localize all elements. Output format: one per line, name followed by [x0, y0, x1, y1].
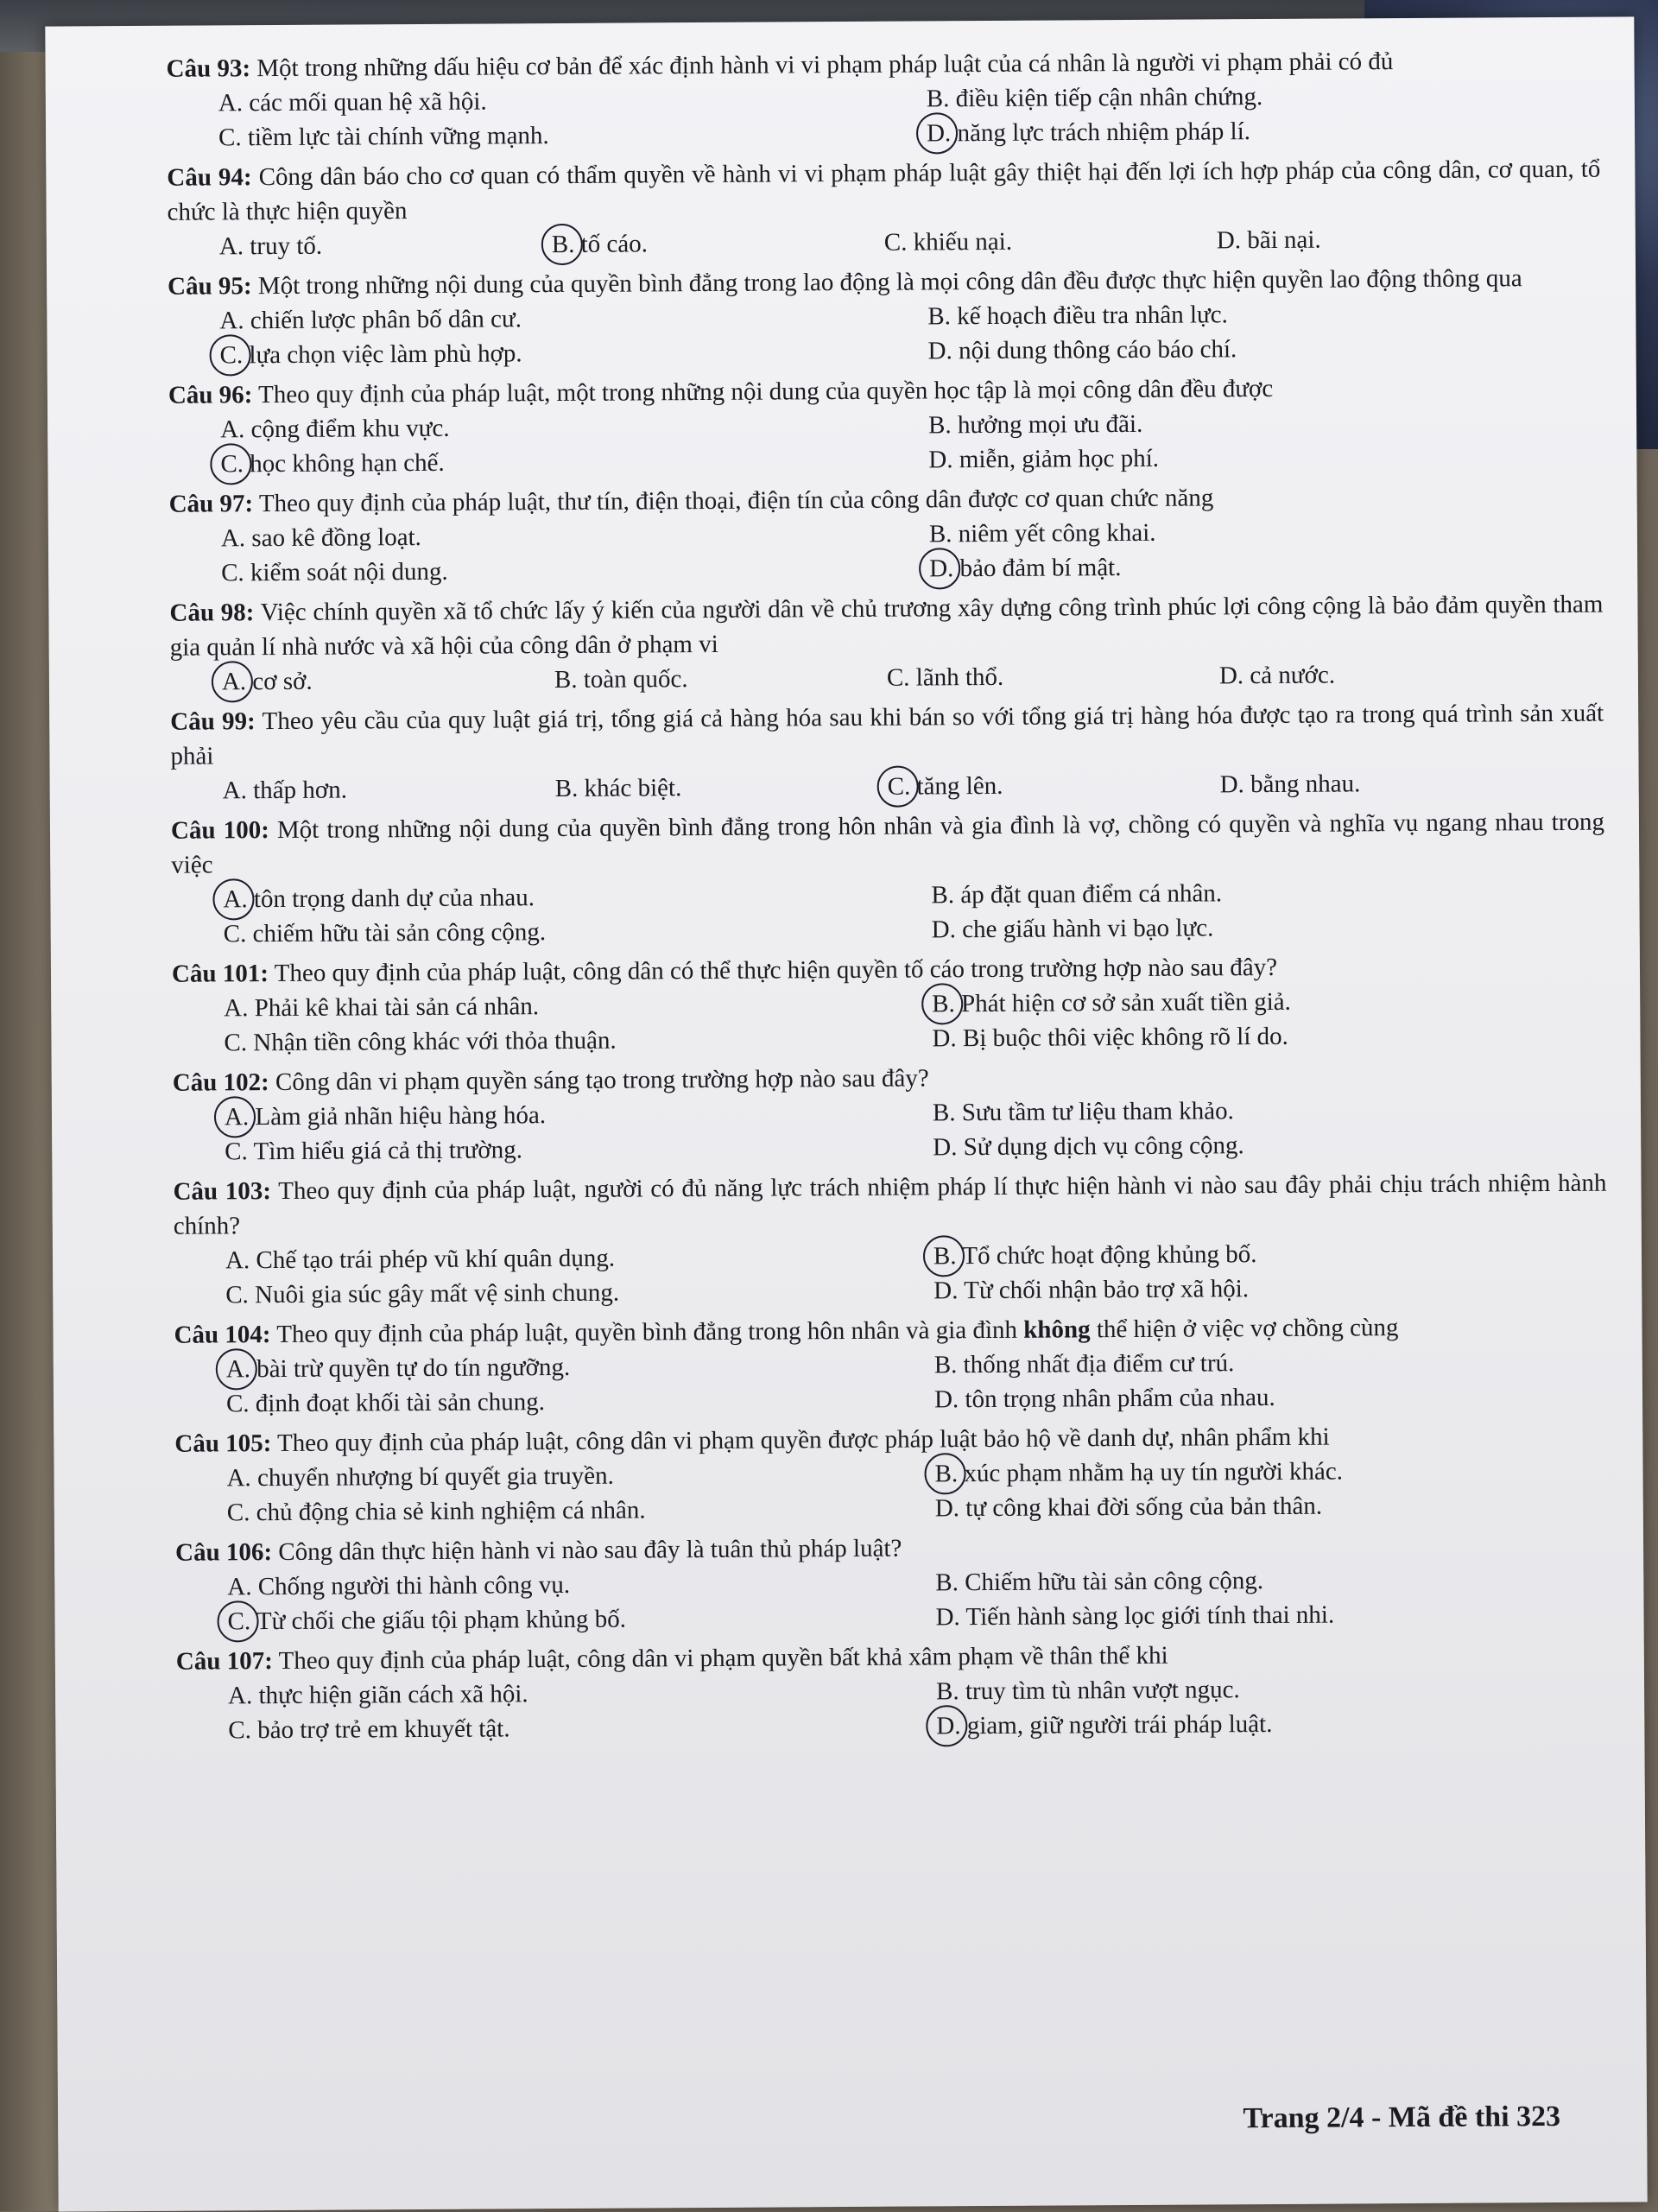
option-a[interactable]: A. cộng điểm khu vực.: [220, 414, 450, 444]
options: [176, 1670, 1610, 1748]
question-stem-before: Theo quy định của pháp luật, quyền bình đẳng trong hôn nhân và gia đình: [276, 1315, 1018, 1349]
option-b-selected[interactable]: B. tố cáo.: [552, 225, 871, 262]
option-d[interactable]: D. Sử dụng dịch vụ công cộng.: [933, 1131, 1244, 1162]
option-b[interactable]: B. truy tìm tù nhân vượt ngục.: [935, 1676, 1240, 1706]
options: [168, 295, 1601, 373]
question-99: [170, 696, 1604, 808]
question-stem: Công dân vi phạm quyền sáng tạo trong trường hợp nào sau đây?: [275, 1064, 929, 1097]
option-a[interactable]: A. các mối quan hệ xã hội.: [218, 87, 487, 117]
options: [168, 404, 1602, 482]
exam-page: [45, 16, 1647, 2211]
question-number: Câu 94:: [167, 163, 252, 192]
options: [171, 874, 1604, 952]
question-98: [169, 587, 1604, 700]
options: [169, 513, 1603, 591]
option-d[interactable]: D. miễn, giảm học phí.: [928, 444, 1160, 474]
option-c[interactable]: C. Tìm hiểu giá cả thị trường.: [225, 1136, 522, 1166]
option-d[interactable]: D. Tiến hành sàng lọc giới tính thai nhi.: [935, 1600, 1335, 1632]
option-b[interactable]: B. niêm yết công khai.: [928, 518, 1156, 548]
question-number: Câu 95:: [168, 272, 252, 301]
question-101: [172, 948, 1606, 1061]
option-a-selected[interactable]: A. tôn trọng danh dự của nhau.: [223, 878, 914, 917]
option-b-selected[interactable]: B. xúc phạm nhằm hạ uy tín người khác.: [934, 1452, 1625, 1491]
question-stem: Theo quy định của pháp luật, thư tín, điện thoại, điện tín của công dân được cơ quan chức năng: [258, 484, 1214, 518]
option-c-selected[interactable]: C. lựa chọn việc làm phù hợp.: [219, 334, 910, 373]
answer-circle: D.: [927, 116, 951, 150]
question-94: [167, 152, 1601, 264]
option-d[interactable]: D. che giấu hành vi bạo lực.: [931, 914, 1214, 944]
answer-circle: A.: [225, 1100, 249, 1134]
question-number: Câu 99:: [170, 707, 256, 736]
option-b[interactable]: B. Chiếm hữu tài sản công cộng.: [935, 1567, 1264, 1597]
question-stem: Theo quy định của pháp luật, công dân vi phạm quyền được pháp luật bảo hộ về danh dự, nhân phẩm khi: [276, 1423, 1330, 1458]
answer-circle: D.: [936, 1708, 960, 1743]
answer-circle: C.: [219, 338, 243, 372]
option-a[interactable]: A. chuyển nhượng bí quyết gia truyền.: [226, 1461, 614, 1493]
option-c[interactable]: C. bảo trợ trẻ em khuyết tật.: [228, 1714, 510, 1745]
options: [174, 1235, 1607, 1313]
options: [175, 1562, 1609, 1639]
option-d[interactable]: D. nội dung thông cáo báo chí.: [927, 335, 1237, 365]
option-d[interactable]: D. bãi nại.: [1216, 225, 1321, 255]
option-d-selected[interactable]: D. bảo đảm bí mật.: [929, 548, 1620, 586]
options: [174, 1453, 1608, 1531]
question-stem: Theo quy định của pháp luật, công dân có thể thực hiện quyền tố cáo trong trường hợp nào sau đây?: [274, 953, 1278, 988]
question-number: Câu 101:: [171, 960, 269, 988]
option-a[interactable]: A. thấp hơn.: [222, 776, 348, 805]
question-107: [176, 1636, 1611, 1748]
option-b[interactable]: B. Sưu tầm tư liệu tham khảo.: [932, 1097, 1234, 1127]
question-stem: Việc chính quyền xã tổ chức lấy ý kiến của người dân về chủ trương xây dựng công trình phúc lợi công cộng là bảo đảm quyền tham gia quản lí nhà nước và xã hội của công dân ở phạm vi: [169, 590, 1604, 662]
option-b[interactable]: B. thống nhất địa điểm cư trú.: [933, 1349, 1235, 1379]
option-b[interactable]: B. kế hoạch điều tra nhân lực.: [927, 301, 1228, 331]
option-c[interactable]: C. khiếu nại.: [883, 227, 1013, 257]
question-number: Câu 104:: [174, 1321, 271, 1349]
option-a-selected[interactable]: A. cơ sở.: [222, 662, 541, 699]
option-c[interactable]: C. tiềm lực tài chính vững mạnh.: [218, 122, 549, 152]
question-97: [169, 479, 1604, 591]
question-number: Câu 93:: [166, 54, 251, 83]
answer-circle: B.: [552, 227, 575, 262]
answer-circle: C.: [888, 770, 911, 804]
question-stem: Theo quy định của pháp luật, người có đủ năng lực trách nhiệm pháp lí thực hiện hành vi nào sau đây phải chịu trách nhiệm hành chính?: [173, 1169, 1607, 1240]
option-c-selected[interactable]: C. tăng lên.: [888, 767, 1207, 803]
question-stem: Một trong những nội dung của quyền bình đẳng trong lao động là mọi công dân đều được thực hiện quyền lao động thông qua: [257, 264, 1522, 301]
option-a[interactable]: A. thực hiện giãn cách xã hội.: [228, 1680, 528, 1710]
option-d[interactable]: D. cả nước.: [1218, 661, 1336, 690]
option-d[interactable]: D. tôn trọng nhân phẩm của nhau.: [933, 1383, 1275, 1414]
option-a[interactable]: A. Chế tạo trái phép vũ khí quân dụng.: [225, 1244, 616, 1275]
option-c[interactable]: C. Nuôi gia súc gây mất vệ sinh chung.: [225, 1278, 620, 1309]
answer-circle: B.: [934, 1456, 958, 1491]
question-stem-after: thể hiện ở việc vợ chồng cùng: [1096, 1314, 1399, 1344]
question-number: Câu 96:: [168, 381, 253, 409]
question-106: [175, 1527, 1610, 1639]
question-96: [168, 370, 1603, 482]
options: [173, 1092, 1606, 1169]
option-a[interactable]: A. Chống người thi hành công vụ.: [227, 1570, 571, 1601]
option-b[interactable]: B. áp đặt quan điểm cá nhân.: [931, 879, 1223, 910]
question-stem: Theo yêu cầu của quy luật giá trị, tổng giá cả hàng hóa sau khi bán so với tổng giá trị hàng hóa được tạo ra trong quá trình sản xuất phải: [170, 699, 1604, 770]
question-93: [166, 43, 1600, 155]
question-number: Câu 97:: [168, 490, 254, 518]
answer-circle: A.: [222, 664, 246, 699]
answer-circle: B.: [933, 1239, 957, 1273]
option-b-selected[interactable]: B. Tổ chức hoạt động khủng bố.: [933, 1234, 1624, 1273]
option-d[interactable]: D. tự công khai đời sống của bản thân.: [934, 1492, 1323, 1523]
option-d-selected[interactable]: D. năng lực trách nhiệm pháp lí.: [927, 112, 1617, 151]
question-number: Câu 106:: [174, 1538, 273, 1567]
option-b[interactable]: B. hưởng mọi ưu đãi.: [928, 409, 1143, 440]
option-c[interactable]: C. chiếm hữu tài sản công cộng.: [223, 918, 547, 948]
option-a[interactable]: A. truy tố.: [218, 231, 323, 261]
option-b-selected[interactable]: B. Phát hiện cơ sở sản xuất tiền giả.: [932, 983, 1623, 1022]
answer-circle: A.: [223, 882, 247, 916]
option-c[interactable]: C. kiểm soát nội dung.: [221, 557, 448, 587]
option-c-selected[interactable]: C. Từ chối che giấu tội phạm khủng bố.: [227, 1600, 918, 1639]
question-105: [174, 1418, 1609, 1531]
question-number: Câu 100:: [170, 816, 269, 845]
answer-circle: B.: [932, 986, 955, 1021]
question-stem: Theo quy định của pháp luật, công dân vi phạm quyền bất khả xâm phạm về thân thể khi: [278, 1641, 1168, 1676]
option-a[interactable]: A. Phải kê khai tài sản cá nhân.: [224, 992, 540, 1023]
option-a[interactable]: A. sao kê đồng loạt.: [220, 523, 421, 553]
answer-circle: A.: [226, 1352, 250, 1386]
exam-content: [166, 43, 1610, 1753]
options: [172, 983, 1605, 1061]
question-104: [174, 1309, 1608, 1422]
question-100: [171, 805, 1605, 952]
option-d[interactable]: D. Từ chối nhận bảo trợ xã hội.: [933, 1275, 1250, 1305]
answer-circle: C.: [220, 447, 244, 481]
question-stem: Công dân báo cho cơ quan có thẩm quyền về hành vi vi phạm pháp luật gây thiệt hại đến lợi ích hợp pháp của công dân, cơ quan, tổ chức là thực hiện quyền: [167, 155, 1601, 226]
option-c[interactable]: C. Nhận tiền công khác với thỏa thuận.: [224, 1026, 617, 1057]
option-a-selected[interactable]: A. Làm giả nhãn hiệu hàng hóa.: [225, 1096, 915, 1135]
option-a-selected[interactable]: A. bài trừ quyền tự do tín ngưỡng.: [226, 1348, 917, 1387]
option-b[interactable]: B. khác biệt.: [554, 774, 682, 803]
question-stem: Một trong những dấu hiệu cơ bản để xác định hành vi vi phạm pháp luật của cá nhân là người vi phạm phải có đủ: [256, 48, 1394, 83]
question-stem: Theo quy định của pháp luật, một trong những nội dung của quyền học tập là mọi công dân đều được: [258, 374, 1274, 409]
option-a[interactable]: A. chiến lược phân bố dân cư.: [219, 305, 522, 335]
option-b[interactable]: B. điều kiện tiếp cận nhân chứng.: [926, 83, 1263, 113]
options: [167, 78, 1600, 155]
option-c[interactable]: C. lãnh thổ.: [886, 662, 1004, 692]
options: [174, 1344, 1608, 1422]
option-c-selected[interactable]: C. học không hạn chế.: [220, 443, 911, 482]
option-c[interactable]: C. chủ động chia sẻ kinh nghiệm cá nhân.: [226, 1496, 646, 1527]
question-stem-emphasis: không: [1023, 1315, 1091, 1344]
question-102: [173, 1057, 1607, 1169]
question-number: Câu 98:: [169, 599, 255, 627]
option-d[interactable]: D. Bị buộc thôi việc không rõ lí do.: [932, 1022, 1288, 1053]
question-number: Câu 105:: [174, 1429, 272, 1458]
question-103: [173, 1166, 1607, 1313]
option-b[interactable]: B. toàn quốc.: [554, 665, 688, 694]
answer-circle: C.: [227, 1604, 250, 1638]
page-footer: Trang 2/4 - Mã đề thi 323: [1243, 2100, 1561, 2135]
question-stem: Một trong những nội dung của quyền bình đẳng trong hôn nhân và gia đình là vợ, chồng có quyền và nghĩa vụ ngang nhau trong việc: [171, 808, 1605, 879]
question-number: Câu 103:: [173, 1177, 272, 1206]
option-c[interactable]: C. định đoạt khối tài sản chung.: [225, 1388, 546, 1418]
question-stem: Công dân thực hiện hành vi nào sau đây là tuân thủ pháp luật?: [278, 1534, 902, 1567]
question-number: Câu 107:: [175, 1647, 273, 1676]
option-d-selected[interactable]: D. giam, giữ người trái pháp luật.: [936, 1704, 1627, 1743]
answer-circle: D.: [929, 551, 953, 586]
option-d[interactable]: D. bằng nhau.: [1219, 770, 1361, 799]
question-number: Câu 102:: [172, 1068, 269, 1097]
question-95: [168, 261, 1602, 373]
